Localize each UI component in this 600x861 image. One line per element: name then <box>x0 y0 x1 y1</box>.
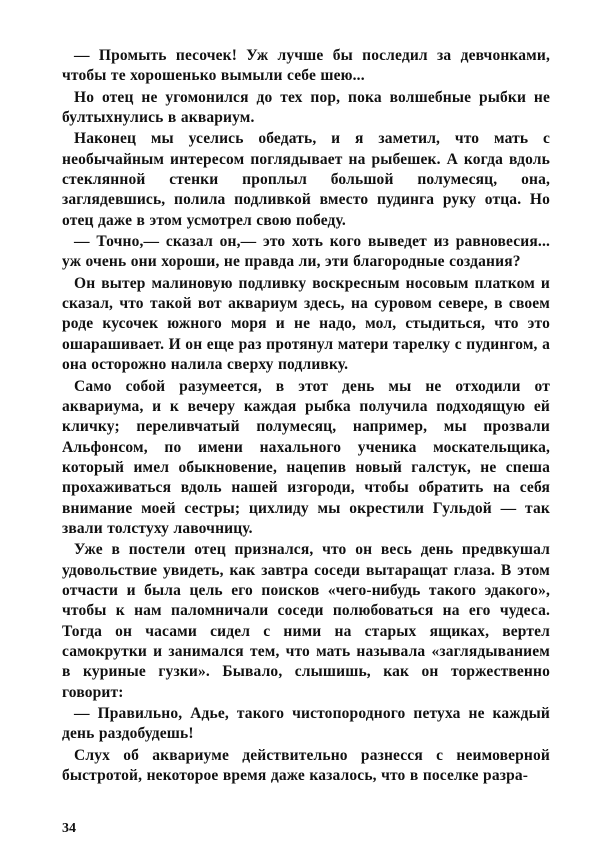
paragraph: Наконец мы уселись обедать, и я заметил, что мать с необычайным интересом поглядывает на рыбешек. А когда вдоль стеклянной стенки проплыл большой полумесяц, она, заглядевшись, полила подливкой вместо пудинга руку отца. Но отец даже в этом усмотрел свою победу. <box>62 130 550 229</box>
paragraph: — Точно,— сказал он,— это хоть кого выведет из равновесия... уж очень они хороши, не правда ли, эти благородные создания? <box>62 233 550 271</box>
paragraph: Уже в постели отец признался, что он весь день предвкушал удовольствие увидеть, как завтра соседи вытаращат глаза. В этом отчасти и была цель его поисков «чего-нибудь такого эдакого», чтобы к нам паломничали соседи полюбоваться на его чудеса. Тогда он часами сидел с ними на старых ящиках, вертел самокрутки и занимался тем, что мать называла «заглядыванием в куриные гузки». Бывало, слышишь, как он торжественно говорит: <box>62 541 550 701</box>
page-number: 34 <box>62 821 76 836</box>
body-text <box>62 46 550 787</box>
paragraph: Слух об аквариуме действительно разнесся с неимоверной быстротой, некоторое время даже казалось, что в поселке разра- <box>62 746 550 785</box>
paragraph: Он вытер малиновую подливку воскресным носовым платком и сказал, что такой вот аквариум здесь, на суровом севере, в своем роде кусочек южного моря и не надо, мол, стыдиться, что это ошарашивает. И он еще раз протянул матери тарелку с пудингом, а она осторожно налила сверху подливку. <box>62 274 550 374</box>
paragraph: Само собой разумеется, в этот день мы не отходили от аквариума, и к вечеру каждая рыбка получила подходящую ей кличку; переливчатый полумесяц, например, мы прозвали Альфонсом, по имени нахального ученика москательщика, который имел обыкновение, нацепив новый галстук, не спеша прохаживаться вдоль нашей изгороди, чтобы обратить на себя внимание моей сестры; цихлиду мы окрестили Гульдой — так звали толстуху лавочницу. <box>62 377 550 537</box>
paragraph: Но отец не угомонился до тех пор, пока волшебные рыбки не бултыхнулись в аквариум. <box>62 88 550 127</box>
paragraph: — Промыть песочек! Уж лучше бы последил за девчонками, чтобы те хорошенько вымыли себе шею... <box>62 47 550 85</box>
paragraph: — Правильно, Адье, такого чистопородного петуха не каждый день раздобудешь! <box>62 705 550 743</box>
